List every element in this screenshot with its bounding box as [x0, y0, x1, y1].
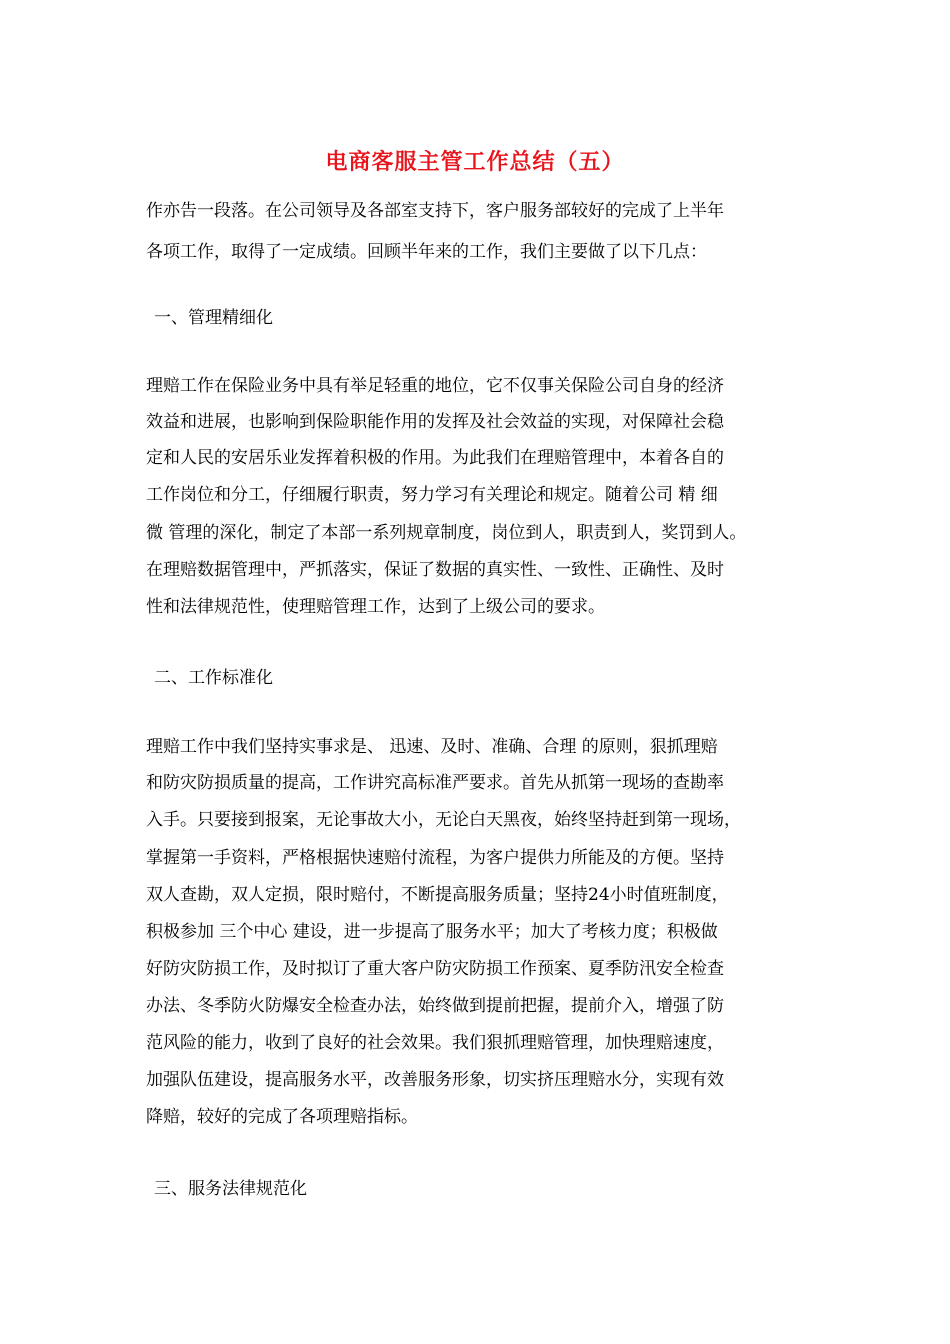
paragraph-line: 加强队伍建设，提高服务水平，改善服务形象，切实挤压理赔水分，实现有效 [146, 1070, 724, 1090]
intro-line: 各项工作，取得了一定成绩。回顾半年来的工作，我们主要做了以下几点： [146, 242, 707, 262]
paragraph-line: 掌握第一手资料，严格根据快速赔付流程，为客户提供力所能及的方便。坚持 [146, 848, 724, 868]
paragraph-line: 和防灾防损质量的提高，工作讲究高标准严要求。首先从抓第一现场的查勘率 [146, 773, 724, 793]
paragraph-line: 范风险的能力，收到了良好的社会效果。我们狠抓理赔管理，加快理赔速度， [146, 1033, 724, 1053]
paragraph-line: 理赔工作在保险业务中具有举足轻重的地位，它不仅事关保险公司自身的经济 [146, 376, 724, 396]
section-heading-2: 二、工作标准化 [154, 668, 273, 688]
paragraph-line: 降赔，较好的完成了各项理赔指标。 [146, 1107, 418, 1127]
paragraph-line: 微 管理的深化，制定了本部一系列规章制度，岗位到人，职责到人，奖罚到人。 [146, 523, 747, 543]
section-heading-1: 一、管理精细化 [154, 308, 273, 328]
paragraph-line: 性和法律规范性，使理赔管理工作，达到了上级公司的要求。 [146, 597, 605, 617]
section-heading-3: 三、服务法律规范化 [154, 1179, 307, 1199]
paragraph-line: 双人查勘，双人定损，限时赔付，不断提高服务质量；坚持24小时值班制度， [146, 885, 729, 905]
paragraph-line: 入手。只要接到报案，无论事故大小，无论白天黑夜，始终坚持赶到第一现场， [146, 810, 741, 830]
paragraph-line: 效益和进展，也影响到保险职能作用的发挥及社会效益的实现，对保障社会稳 [146, 412, 724, 432]
paragraph-line: 工作岗位和分工，仔细履行职责，努力学习有关理论和规定。随着公司 精 细 [146, 485, 718, 505]
paragraph-line: 积极参加 三个中心 建设，进一步提高了服务水平；加大了考核力度；积极做 [146, 922, 718, 942]
paragraph-line: 在理赔数据管理中，严抓落实，保证了数据的真实性、一致性、正确性、及时 [146, 560, 724, 580]
paragraph-line: 定和人民的安居乐业发挥着积极的作用。为此我们在理赔管理中，本着各自的 [146, 448, 724, 468]
intro-line: 作亦告一段落。在公司领导及各部室支持下，客户服务部较好的完成了上半年 [146, 201, 724, 221]
page-title: 电商客服主管工作总结（五） [325, 150, 625, 175]
paragraph-line: 理赔工作中我们坚持实事求是、 迅速、及时、准确、合理 的原则，狠抓理赔 [146, 737, 718, 757]
paragraph-line: 好防灾防损工作，及时拟订了重大客户防灾防损工作预案、夏季防汛安全检查 [146, 959, 724, 979]
paragraph-line: 办法、冬季防火防爆安全检查办法，始终做到提前把握，提前介入，增强了防 [146, 996, 724, 1016]
